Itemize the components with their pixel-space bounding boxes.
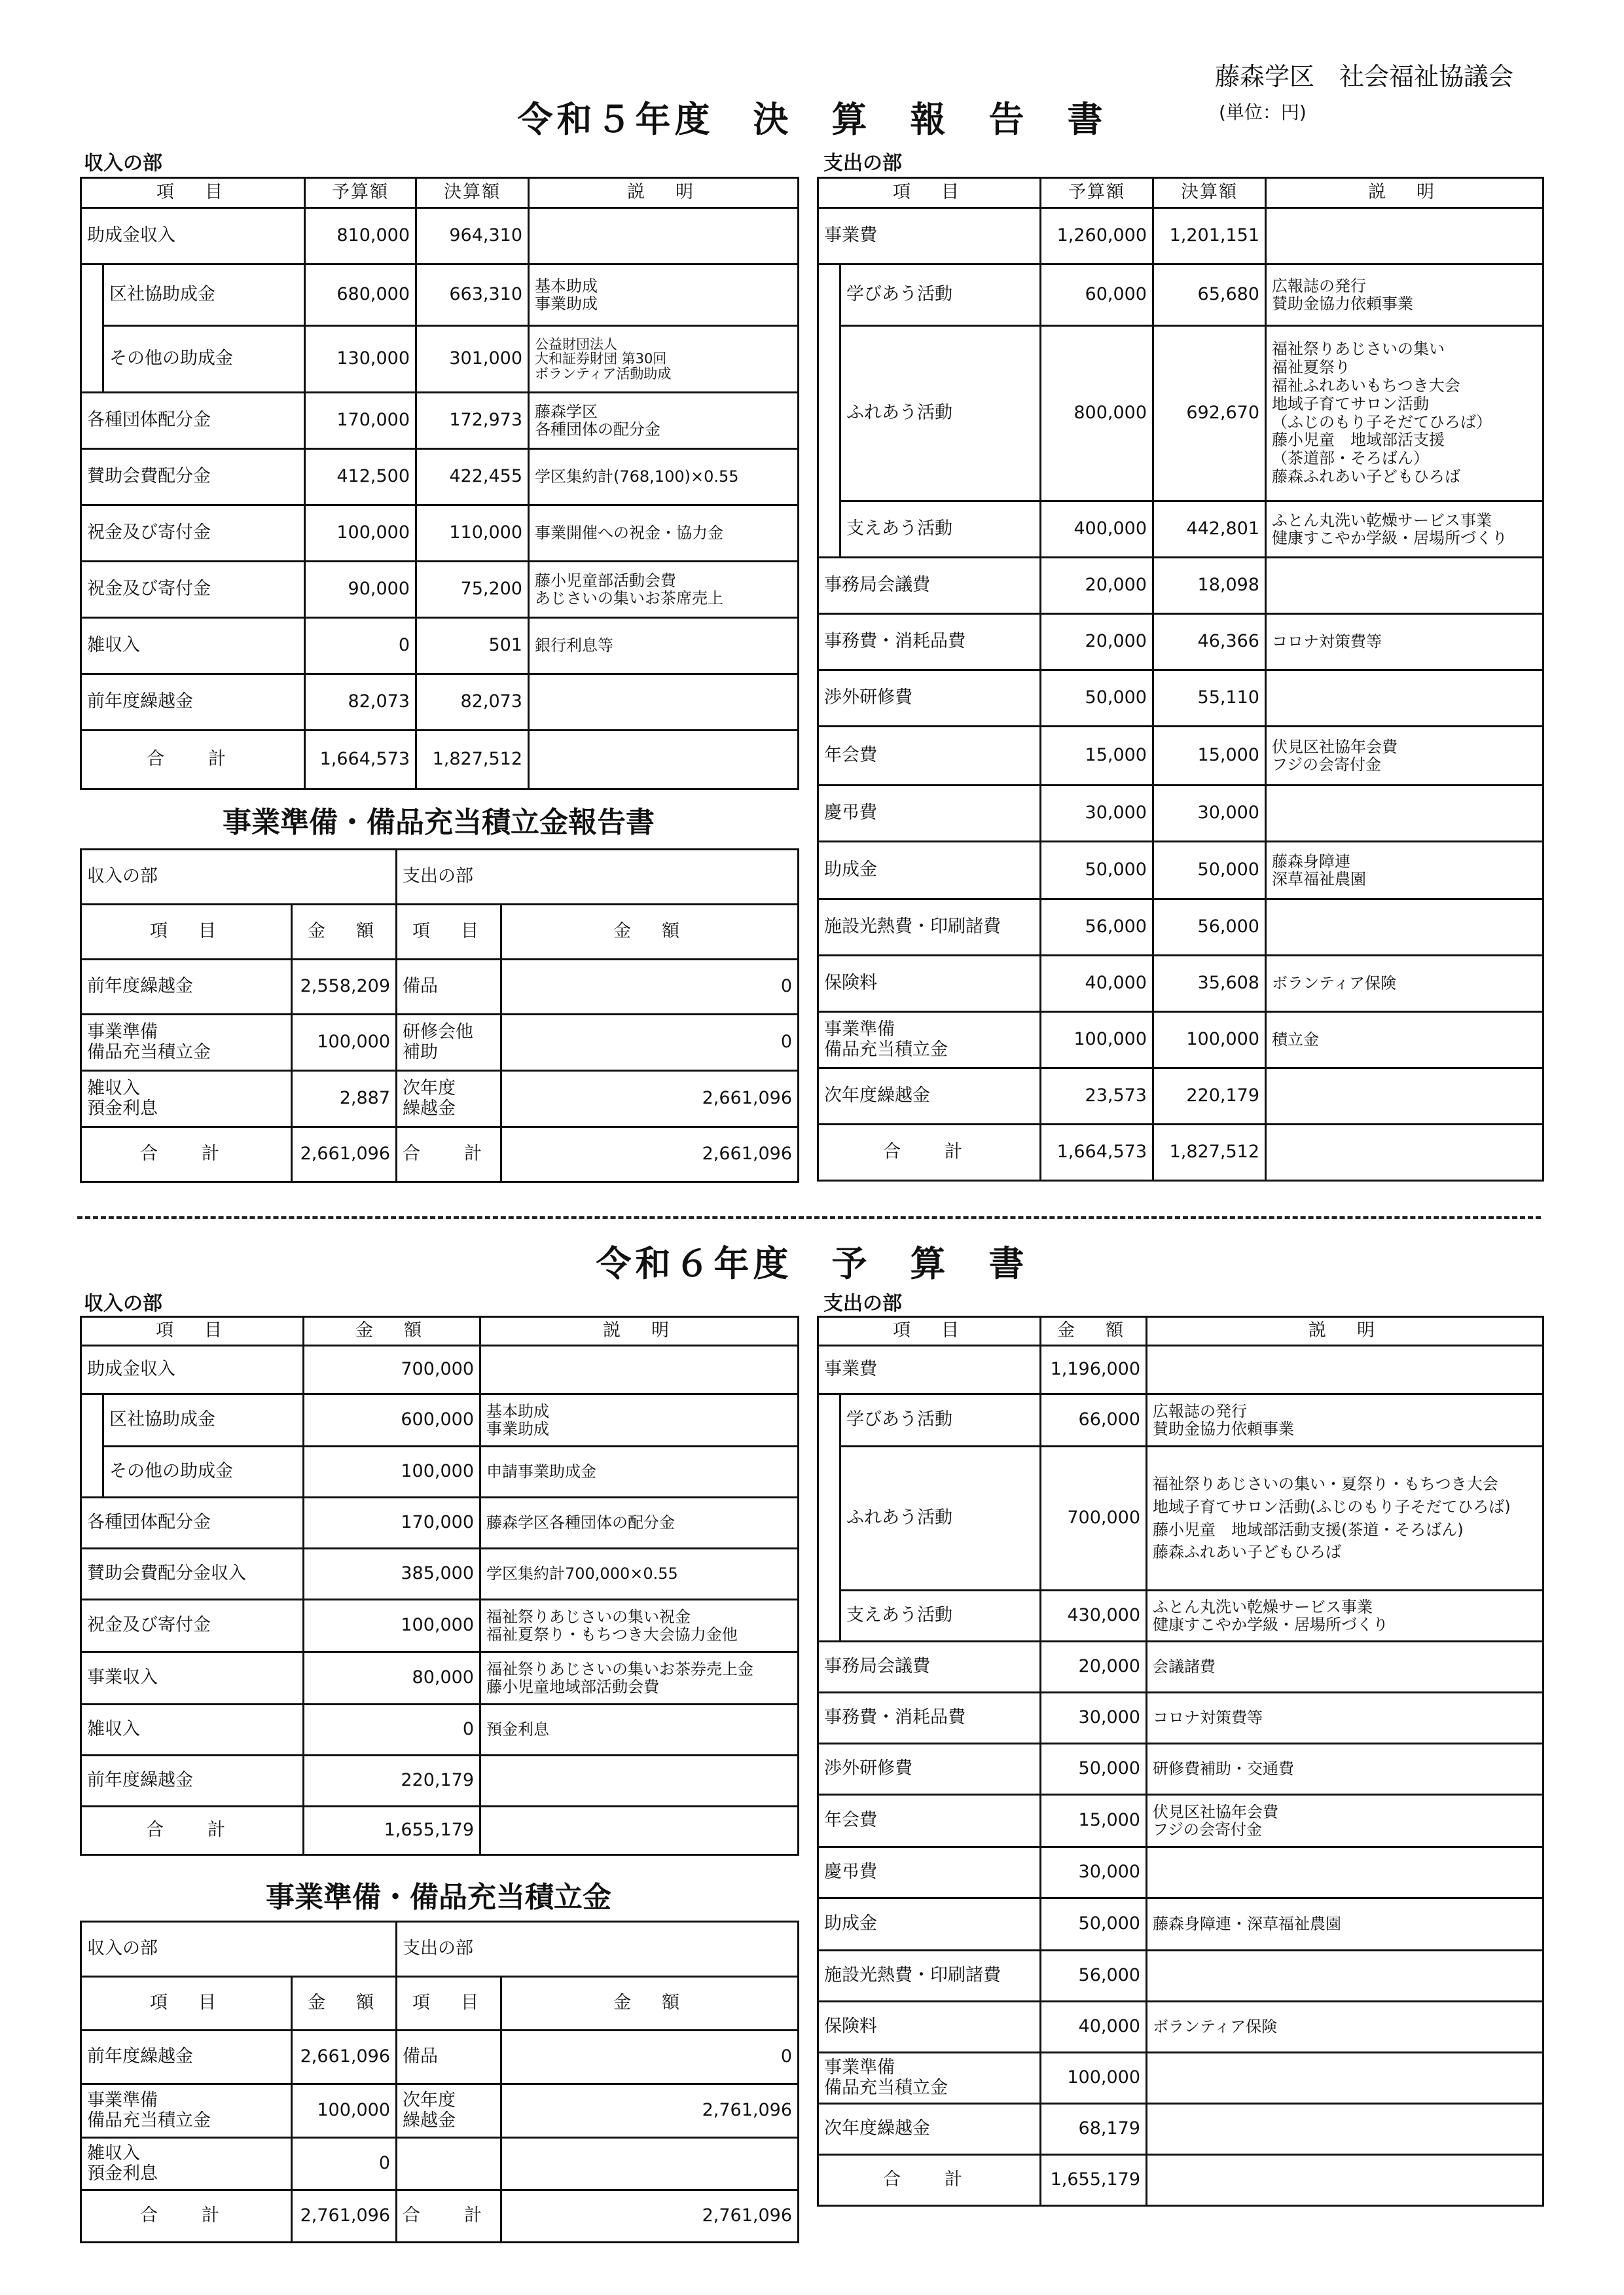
table-row: 助成金 50,000 藤森身障連・深草福祉農園 bbox=[818, 1898, 1543, 1951]
table-row: 学びあう活動 66,000 広報誌の発行 賛助金協力依頼事業 bbox=[818, 1394, 1543, 1447]
table-row: 事業費 1,196,000 bbox=[818, 1346, 1543, 1394]
col-budget: 予算額 bbox=[305, 178, 416, 208]
col-item: 項 目 bbox=[81, 178, 305, 208]
table-row: 渉外研修費 50,000 55,110 bbox=[818, 670, 1543, 727]
r5-expense-table: 項 目 予算額 決算額 説 明 事業費 1,260,000 1,201,151 学びあう活動 60,000 65,680 広報誌の発行 賛助金協力依頼事業 ふれあう活動 800,000 692,670 福祉祭りあじさいの集い 福祉夏祭り 福祉ふれあいもちつき大会 地域子育てサロン活動 （ふじのもり子そだてひろば） 藤小児童 地域部活支援 （茶道部・そろばん） 藤森ふれあい子どもひろば 支えあう活動 400,000 442,801 ふとん丸洗い乾燥サービス事業 健康すこやか学級・居場所づくり 事務局会議費 20,000 18,098 事務費・消耗品費 20,000 46,366 コロナ対策費等 渉外研修費 50,000 55,110 年会費 15,000 15,000 伏見区社協年会費 フジの会寄付金 慶弔費 30,000 30,000 助成金 50,000 50,000 藤森身障連 深草福祉農園 施設光熱費・印刷諸費 56,000 56,000 保険料 40,000 35,608 ボランティア保険 事業準備 備品充当積立金 100,000 100,000 積立金 次年度繰越金 23,573 220,179 合 計 1,664,573 1,827,512 bbox=[817, 177, 1544, 1182]
total-row: 合 計 1,664,573 1,827,512 bbox=[81, 731, 799, 789]
table-row: 事務費・消耗品費 30,000 コロナ対策費等 bbox=[818, 1693, 1543, 1744]
table-row: 学びあう活動 60,000 65,680 広報誌の発行 賛助金協力依頼事業 bbox=[818, 264, 1543, 326]
r5-income-table bbox=[80, 177, 799, 790]
total-row: 合 計 2,761,096 合 計 2,761,096 bbox=[81, 2190, 799, 2243]
table-row: 祝金及び寄付金 100,000 110,000 事業開催への祝金・協力金 bbox=[81, 505, 799, 562]
table-row: 祝金及び寄付金 90,000 75,200 藤小児童部活動会費 あじさいの集いお茶席売上 bbox=[81, 562, 799, 618]
table-row: その他の助成金 130,000 301,000 公益財団法人 大和証券財団 第30回 ボランティア活動助成 bbox=[81, 326, 799, 393]
col-actual: 決算額 bbox=[416, 178, 529, 208]
r6-expense-label: 支出の部 bbox=[823, 1292, 902, 1315]
table-row: 事業費 1,260,000 1,201,151 bbox=[818, 208, 1543, 264]
table-row: 各種団体配分金 170,000 藤森学区各種団体の配分金 bbox=[81, 1498, 799, 1549]
table-row: 前年度繰越金 220,179 bbox=[81, 1756, 799, 1807]
table-row: 前年度繰越金 82,073 82,073 bbox=[81, 674, 799, 731]
table-row: 事業収入 80,000 福祉祭りあじさいの集いお茶券売上金 藤小児童地域部活動会費 bbox=[81, 1652, 799, 1705]
table-row: 区社協助成金 600,000 基本助成 事業助成 bbox=[81, 1394, 799, 1447]
table-row: 助成金 50,000 50,000 藤森身障連 深草福祉農園 bbox=[818, 842, 1543, 899]
r6-reserve-title: 事業準備・備品充当積立金 bbox=[266, 1881, 611, 1914]
table-row: 事業準備 備品充当積立金 100,000 100,000 積立金 bbox=[818, 1012, 1543, 1068]
r5-reserve-table: 収入の部 支出の部 項 目 金 額 項 目 金 額 前年度繰越金 2,558,209 備品 0 事業準備 備品充当積立金 100,000 研修会他 補助 0 雑収入 預金利息 2,887 次年度 繰越金 2,661,096 合 計 2,661,096 合 計 2,661,096 bbox=[80, 848, 799, 1183]
table-row: 施設光熱費・印刷諸費 56,000 bbox=[818, 1951, 1543, 2002]
table-row: 各種団体配分金 170,000 172,973 藤森学区 各種団体の配分金 bbox=[81, 393, 799, 449]
table-row: 事業準備 備品充当積立金 100,000 次年度 繰越金 2,761,096 bbox=[81, 2084, 799, 2138]
table-row: 雑収入 預金利息 0 bbox=[81, 2138, 799, 2190]
table-row: 事務局会議費 20,000 18,098 bbox=[818, 558, 1543, 614]
total-row: 合 計 1,655,179 bbox=[81, 1807, 799, 1855]
section-divider bbox=[77, 1216, 1541, 1219]
table-row: 前年度繰越金 2,558,209 備品 0 bbox=[81, 960, 799, 1015]
unit-note: (単位：円) bbox=[1219, 101, 1307, 123]
r5-income-label: 収入の部 bbox=[84, 152, 162, 175]
table-row: 慶弔費 30,000 30,000 bbox=[818, 786, 1543, 842]
table-row: 保険料 40,000 ボランティア保険 bbox=[818, 2002, 1543, 2053]
table-row: ふれあう活動 800,000 692,670 福祉祭りあじさいの集い 福祉夏祭り 福祉ふれあいもちつき大会 地域子育てサロン活動 （ふじのもり子そだてひろば） 藤小児童 地域部活支援 （茶道部・そろばん） 藤森ふれあい子どもひろば bbox=[818, 326, 1543, 501]
r5-reserve-title: 事業準備・備品充当積立金報告書 bbox=[223, 806, 655, 839]
table-row: 祝金及び寄付金 100,000 福祉祭りあじさいの集い祝金 福祉夏祭り・もちつき大会協力金他 bbox=[81, 1600, 799, 1652]
r6-title: 令和６年度 予 算 書 bbox=[596, 1243, 1028, 1284]
table-row: 事業準備 備品充当積立金 100,000 研修会他 補助 0 bbox=[81, 1015, 799, 1071]
table-row: 支えあう活動 400,000 442,801 ふとん丸洗い乾燥サービス事業 健康すこやか学級・居場所づくり bbox=[818, 501, 1543, 558]
table-row: 渉外研修費 50,000 研修費補助・交通費 bbox=[818, 1744, 1543, 1795]
table-row: 助成金収入 700,000 bbox=[81, 1346, 799, 1394]
table-row: 事務局会議費 20,000 会議諸費 bbox=[818, 1642, 1543, 1693]
table-row: 支えあう活動 430,000 ふとん丸洗い乾燥サービス事業 健康すこやか学級・居場所づくり bbox=[818, 1591, 1543, 1642]
table-row: 助成金収入 810,000 964,310 bbox=[81, 208, 799, 264]
r5-expense-label: 支出の部 bbox=[823, 152, 902, 175]
r6-income-label: 収入の部 bbox=[84, 1292, 162, 1315]
table-row: 事務費・消耗品費 20,000 46,366 コロナ対策費等 bbox=[818, 614, 1543, 670]
table-row: その他の助成金 100,000 申請事業助成金 bbox=[81, 1447, 799, 1498]
table-row: ふれあう活動 700,000 福祉祭りあじさいの集い・夏祭り・もちつき大会 地域子育てサロン活動(ふじのもり子そだてひろば) 藤小児童 地域部活動支援(茶道・そろばん) 藤森ふれあい子どもひろば bbox=[818, 1447, 1543, 1591]
total-row: 合 計 2,661,096 合 計 2,661,096 bbox=[81, 1127, 799, 1182]
table-row: 保険料 40,000 35,608 ボランティア保険 bbox=[818, 956, 1543, 1012]
table-row: 事業準備 備品充当積立金 100,000 bbox=[818, 2053, 1543, 2104]
table-row: 賛助会費配分金収入 385,000 学区集約計700,000×0.55 bbox=[81, 1549, 799, 1600]
table-row: 慶弔費 30,000 bbox=[818, 1847, 1543, 1898]
total-row: 合 計 1,664,573 1,827,512 bbox=[818, 1125, 1543, 1181]
table-row: 前年度繰越金 2,661,096 備品 0 bbox=[81, 2031, 799, 2084]
table-row: 次年度繰越金 68,179 bbox=[818, 2104, 1543, 2155]
r6-income-table: 項 目 金 額 説 明 助成金収入 700,000 区社協助成金 600,000 基本助成 事業助成 その他の助成金 100,000 申請事業助成金 各種団体配分金 170,000 藤森学区各種団体の配分金 賛助会費配分金収入 385,000 学区集約計700,000×0.55 祝金及び寄付金 100,000 福祉祭りあじさいの集い祝金 福祉夏祭り・もちつき大会協力金他 事業収入 80,000 福祉祭りあじさいの集いお茶券売上金 藤小児童地域部活動会費 雑収入 0 預金利息 前年度繰越金 220,179 合 計 1,655,179 bbox=[80, 1316, 799, 1856]
table-row: 年会費 15,000 伏見区社協年会費 フジの会寄付金 bbox=[818, 1795, 1543, 1847]
r6-reserve-table: 収入の部 支出の部 項 目 金 額 項 目 金 額 前年度繰越金 2,661,096 備品 0 事業準備 備品充当積立金 100,000 次年度 繰越金 2,761,096 雑収入 預金利息 0 合 計 2,761,096 合 計 2,761,096 bbox=[80, 1921, 799, 2243]
total-row: 合 計 1,655,179 bbox=[818, 2155, 1543, 2206]
table-row: 雑収入 0 501 銀行利息等 bbox=[81, 618, 799, 674]
r5-title: 令和５年度 決 算 報 告 書 bbox=[517, 99, 1107, 140]
r6-expense-table: 項 目 金 額 説 明 事業費 1,196,000 学びあう活動 66,000 広報誌の発行 賛助金協力依頼事業 ふれあう活動 700,000 福祉祭りあじさいの集い・夏祭り・もちつき大会 地域子育てサロン活動(ふじのもり子そだてひろば) 藤小児童 地域部活動支援(茶道・そろばん) 藤森ふれあい子どもひろば 支えあう活動 430,000 ふとん丸洗い乾燥サービス事業 健康すこやか学級・居場所づくり 事務局会議費 20,000 会議諸費 事務費・消耗品費 30,000 コロナ対策費等 渉外研修費 50,000 研修費補助・交通費 年会費 15,000 伏見区社協年会費 フジの会寄付金 慶弔費 30,000 助成金 50,000 藤森身障連・深草福祉農園 施設光熱費・印刷諸費 56,000 保険料 40,000 ボランティア保険 事業準備 備品充当積立金 100,000 次年度繰越金 68,179 合 計 1,655,179 bbox=[817, 1316, 1544, 2207]
table-row: 区社協助成金 680,000 663,310 基本助成 事業助成 bbox=[81, 264, 799, 326]
col-note: 説 明 bbox=[529, 178, 799, 208]
table-row: 賛助会費配分金 412,500 422,455 学区集約計(768,100)×0.55 bbox=[81, 449, 799, 505]
table-row: 施設光熱費・印刷諸費 56,000 56,000 bbox=[818, 899, 1543, 956]
organization-name: 藤森学区 社会福祉協議会 bbox=[1215, 62, 1514, 91]
table-row: 雑収入 0 預金利息 bbox=[81, 1705, 799, 1756]
table-row: 年会費 15,000 15,000 伏見区社協年会費 フジの会寄付金 bbox=[818, 727, 1543, 786]
table-row: 次年度繰越金 23,573 220,179 bbox=[818, 1068, 1543, 1125]
table-row: 雑収入 預金利息 2,887 次年度 繰越金 2,661,096 bbox=[81, 1071, 799, 1127]
